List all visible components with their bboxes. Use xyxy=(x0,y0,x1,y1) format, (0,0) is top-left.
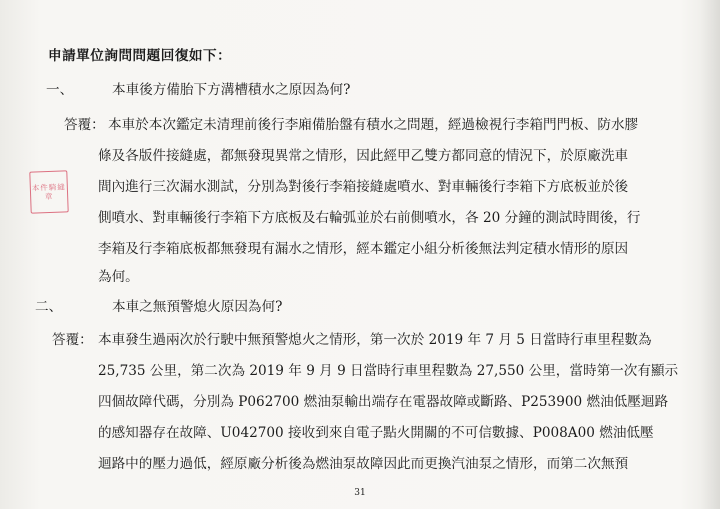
answer-2-line: 25,735 公里，第二次為 2019 年 9 月 9 日當時行車里程數為 27,550 公里，當時第一次有顯示 xyxy=(98,363,679,379)
answer-2-line: 四個故障代碼，分別為 P062700 燃油泵輸出端存在電器故障或斷路、P253900 燃油低壓迴路 xyxy=(98,394,669,410)
page-number: 31 xyxy=(354,488,366,498)
question-2-text: 本車之無預警熄火原因為何? xyxy=(112,299,283,315)
answer-2-line: 迴路中的壓力過低，經原廠分析後為燃油泵故障因此而更換汽油泵之情形，而第二次無預 xyxy=(98,456,629,472)
seal-stamp-text: 章 xyxy=(44,191,54,202)
question-1-text: 本車後方備胎下方溝槽積水之原因為何? xyxy=(112,82,351,98)
question-1-number: 一、 xyxy=(46,82,74,98)
question-2-number: 二、 xyxy=(35,299,63,315)
answer-1-line: 條及各版件接縫處，都無發現異常之情形，因此經甲乙雙方都同意的情況下，於原廠洗車 xyxy=(98,148,629,164)
answer-1-line: 為何。 xyxy=(98,269,139,285)
seal-stamp xyxy=(29,170,68,213)
answer-1-line: 間內進行三次漏水測試，分別為對後行李箱接縫處噴水、對車輛後行李箱下方底板並於後 xyxy=(98,179,629,195)
answer-2-label: 答覆： xyxy=(52,332,93,348)
answer-2-line: 本車發生過兩次於行駛中無預警熄火之情形，第一次於 2019 年 7 月 5 日當時行車里程數為 xyxy=(98,332,652,348)
answer-1-line: 李箱及行李箱底板都無發現有漏水之情形，經本鑑定小組分析後無法判定積水情形的原因 xyxy=(98,241,629,257)
page-shadow xyxy=(700,0,720,509)
answer-1-label: 答覆： xyxy=(64,117,105,133)
seal-stamp-text: 本件騎縫 xyxy=(31,182,66,193)
answer-1-line: 本車於本次鑑定未清理前後行李廂備胎盤有積水之問題，經過檢視行李箱門門板、防水膠 xyxy=(108,117,639,133)
document-heading: 申請單位詢問問題回復如下： xyxy=(48,48,232,64)
answer-2-line: 的感知器存在故障、U042700 接收到來自電子點火開關的不可信數據、P008A00 燃油低壓 xyxy=(98,425,654,441)
answer-1-line: 側噴水、對車輛後行李箱下方底板及右輪弧並於右前側噴水，各 20 分鐘的測試時間後，行 xyxy=(98,210,641,226)
